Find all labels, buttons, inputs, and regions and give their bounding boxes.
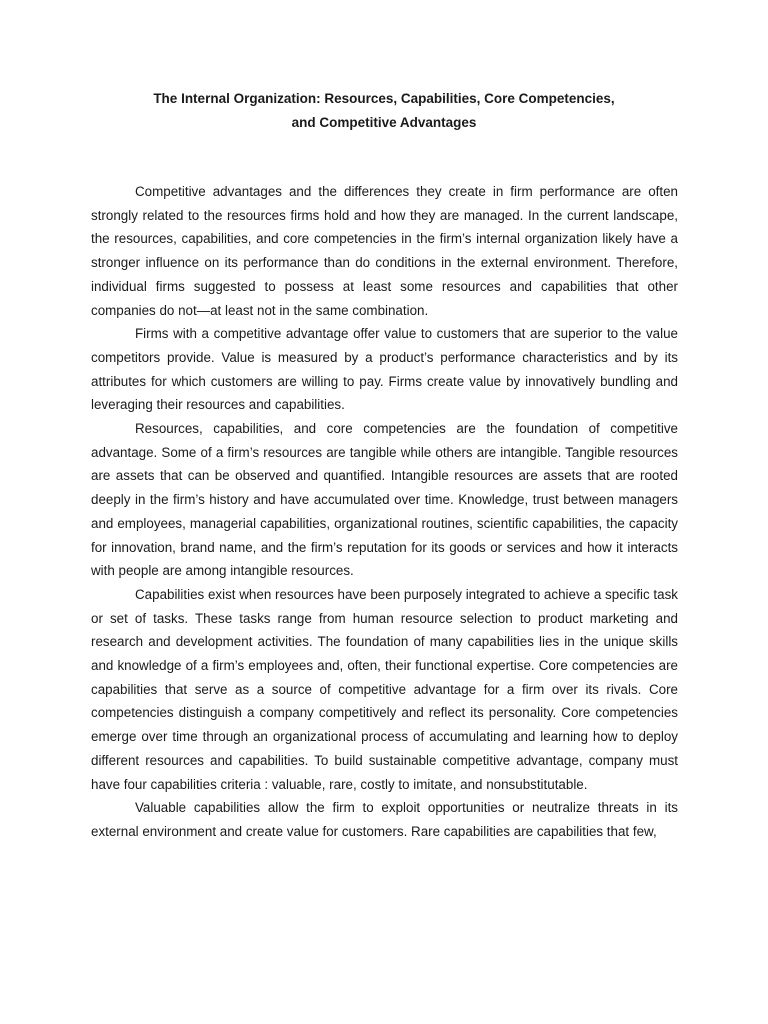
paragraph-value: Firms with a competitive advantage offer value to customers that are superior to the value competitors provide. Value is measured by a product’s performance characteristics and by its attributes for which customers are willing to pay. Firms create value by innovatively bundling and leveraging their resources and capabilities. <box>91 326 678 413</box>
paragraph-valuable-capabilities: Valuable capabilities allow the firm to exploit opportunities or neutralize threats in its external environment and create value for customers. Rare capabilities are capabilities that few, <box>91 800 678 839</box>
page-title-line-1: The Internal Organization: Resources, Capabilities, Core Competencies, <box>153 91 615 106</box>
page-title-line-2: and Competitive Advantages <box>291 115 477 130</box>
document-body <box>91 180 678 844</box>
paragraph-resources: Resources, capabilities, and core competencies are the foundation of competitive advantage. Some of a firm’s resources are tangible while others are intangible. Tangible resources are assets that can be observed and quantified. Intangible resources are assets that are rooted deeply in the firm’s history and have accumulated over time. Knowledge, trust between managers and employees, managerial capabilities, organizational routines, scientific capabilities, the capacity for innovation, brand name, and the firm’s reputation for its goods or services and how it interacts with people are among intangible resources. <box>91 421 678 579</box>
paragraph-capabilities: Capabilities exist when resources have been purposely integrated to achieve a specific task or set of tasks. These tasks range from human resource selection to product marketing and research and development activities. The foundation of many capabilities lies in the unique skills and knowledge of a firm’s employees and, often, their functional expertise. Core competencies are capabilities that serve as a source of competitive advantage for a firm over its rivals. Core competencies distinguish a company competitively and reflect its personality. Core competencies emerge over time through an organizational process of accumulating and learning how to deploy different resources and capabilities. To build sustainable competitive advantage, company must have four capabilities criteria : valuable, rare, costly to imitate, and nonsubstitutable. <box>91 586 678 792</box>
paragraph-competitive-advantages: Competitive advantages and the differences they create in firm performance are often strongly related to the resources firms hold and how they are managed. In the current landscape, the resources, capabilities, and core competencies in the firm’s internal organization likely have a stronger influence on its performance than do conditions in the external environment. Therefore, individual firms suggested to possess at least some resources and capabilities that other companies do not—at least not in the same combination. <box>91 184 678 318</box>
